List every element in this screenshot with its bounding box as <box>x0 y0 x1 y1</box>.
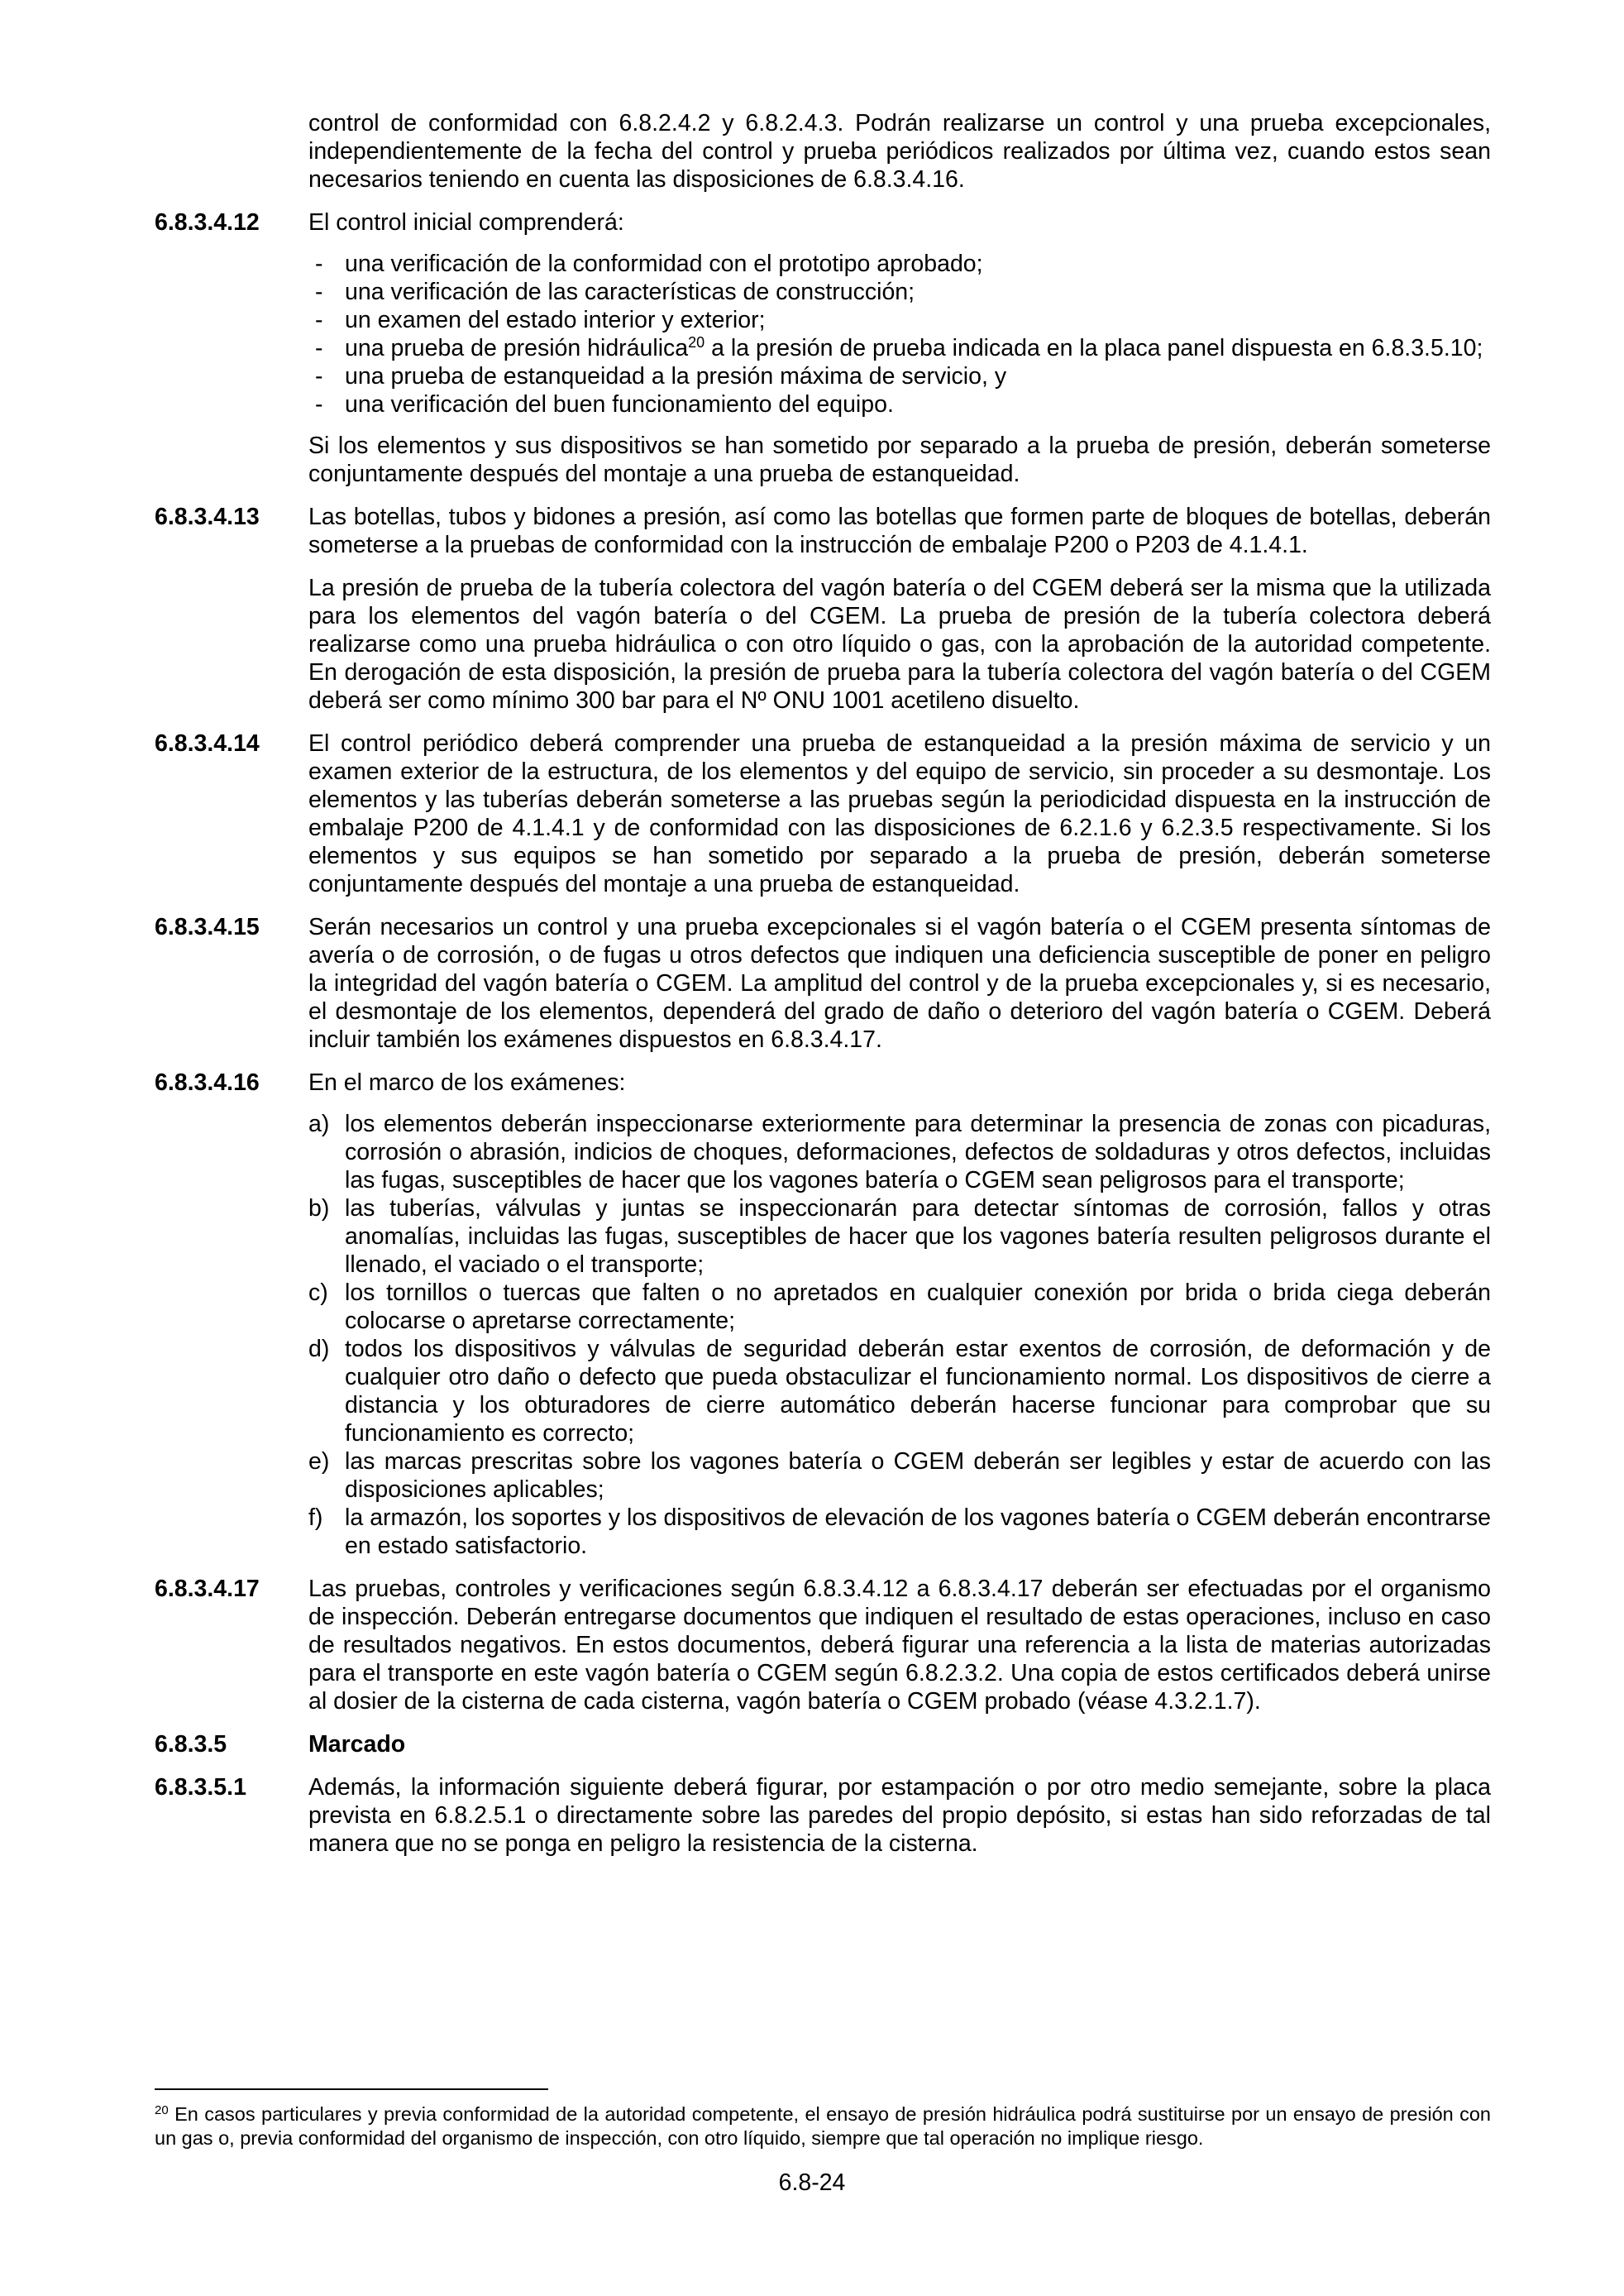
dash-list <box>308 250 1491 419</box>
section-number: 6.8.3.4.14 <box>155 730 260 757</box>
list-item: - una verificación del buen funcionamiento del equipo. <box>315 391 894 418</box>
item-label: f) <box>308 1504 323 1531</box>
section-paragraph: Las pruebas, controles y verificaciones según 6.8.3.4.12 a 6.8.3.4.17 deberán ser efectuadas por el organismo de inspección. Deberán entregarse documentos que indiquen el resultado de estas operaciones, incluso en caso de resultados negativos. En estos documentos, deberá figurar una referencia a la lista de materias autorizadas para el transporte en este vagón batería o CGEM según 6.8.2.3.2. Una copia de estos certificados deberá unirse al dosier de la cisterna de cada cisterna, vagón batería o CGEM probado (véase 4.3.2.1.7). <box>308 1576 1491 1715</box>
document-body <box>155 109 1491 1858</box>
footnote-text: En casos particulares y previa conformidad de la autoridad competente, el ensayo de presión hidráulica podrá sustituirse por un ensayo de presión con un gas o, previa conformidad del organismo de inspección, con otro líquido, siempre que tal operación no implique riesgo. <box>155 2103 1491 2149</box>
section-number: 6.8.3.4.15 <box>155 914 260 940</box>
item-label: a) <box>308 1111 330 1137</box>
item-label: c) <box>308 1280 328 1306</box>
section-number: 6.8.3.4.13 <box>155 504 260 530</box>
section-lead: En el marco de los exámenes: <box>308 1069 626 1096</box>
section-6-8-3-4-12 <box>155 208 1491 488</box>
list-item: c) los tornillos o tuercas que falten o no apretados en cualquier conexión por brida o brida ciega deberán colocarse o apretarse correctamente; <box>308 1280 1491 1334</box>
section-6-8-3-4-17 <box>155 1575 1491 1715</box>
section-6-8-3-5 <box>155 1730 1491 1758</box>
list-item: f) la armazón, los soportes y los dispositivos de elevación de los vagones batería o CGEM deberán encontrarse en estado satisfactorio. <box>308 1504 1491 1559</box>
footnote-number: 20 <box>155 2103 169 2117</box>
section-6-8-3-4-15 <box>155 913 1491 1054</box>
dash-marker: - <box>315 391 323 418</box>
list-item: - una prueba de estanqueidad a la presión máxima de servicio, y <box>315 363 1007 390</box>
section-paragraph: Las botellas, tubos y bidones a presión, así como las botellas que formen parte de bloques de botellas, deberán someterse a la pruebas de conformidad con la instrucción de embalaje P200 o P203 de 4.1.4.1. <box>308 504 1491 558</box>
lettered-list <box>308 1110 1491 1560</box>
section-6-8-3-4-13 <box>155 503 1491 715</box>
section-6-8-3-4-14 <box>155 729 1491 898</box>
section-number: 6.8.3.5 <box>155 1731 227 1758</box>
section-paragraph: Serán necesarios un control y una prueba excepcionales si el vagón batería o el CGEM presenta síntomas de avería o de corrosión, o de fugas u otros defectos que indiquen una deficiencia susceptible de poner en peligro la integridad del vagón batería o CGEM. La amplitud del control y de la prueba excepcionales y, si es necesario, el desmontaje de los elementos, dependerá del grado de daño o deterioro del vagón batería o CGEM. Deberá incluir también los exámenes dispuestos en 6.8.3.4.17. <box>308 914 1491 1053</box>
dash-marker: - <box>315 251 323 277</box>
section-number: 6.8.3.5.1 <box>155 1774 246 1801</box>
list-item: b) las tuberías, válvulas y juntas se inspeccionarán para detectar síntomas de corrosión, fallos y otras anomalías, incluidas las fugas, susceptibles de hacer que los vagones batería resulten peligrosos durante el llenado, el vaciado o el transporte; <box>308 1195 1491 1278</box>
dash-marker: - <box>315 363 323 390</box>
intro-paragraph: control de conformidad con 6.8.2.4.2 y 6.8.2.4.3. Podrán realizarse un control y una prueba excepcionales, independientemente de la fecha del control y prueba periódicos realizados por última vez, cuando estos sean necesarios teniendo en cuenta las disposiciones de 6.8.3.4.16. <box>308 110 1491 193</box>
item-label: b) <box>308 1195 330 1222</box>
section-lead: El control inicial comprenderá: <box>308 209 624 236</box>
list-item: a) los elementos deberán inspeccionarse exteriormente para determinar la presencia de zonas con picaduras, corrosión o abrasión, indicios de choques, deformaciones, defectos de soldaduras y otros defectos, incluidas las fugas, susceptibles de hacer que los vagones batería o CGEM sean peligrosos para el transporte; <box>308 1111 1491 1193</box>
dash-marker: - <box>315 335 323 361</box>
dash-marker: - <box>315 279 323 305</box>
section-number: 6.8.3.4.17 <box>155 1576 260 1602</box>
section-number: 6.8.3.4.16 <box>155 1069 260 1096</box>
item-label: d) <box>308 1336 330 1362</box>
list-item: d) todos los dispositivos y válvulas de seguridad deberán estar exentos de corrosión, de deformación y de cualquier otro daño o defecto que pueda obstaculizar el funcionamiento normal. Los dispositivos de cierre a distancia y los obturadores de cierre automático deberán hacerse funcionar para comprobar que su funcionamiento es correcto; <box>308 1336 1491 1447</box>
list-item: - una prueba de presión hidráulica$^{20}$ a la presión de prueba indicada en la placa panel dispuesta en 6.8.3.5.10; <box>315 334 1483 361</box>
dash-marker: - <box>315 307 323 333</box>
section-closing: Si los elementos y sus dispositivos se han sometido por separado a la prueba de presión, deberán someterse conjuntamente después del montaje a una prueba de estanqueidad. <box>308 433 1491 487</box>
page-number: 6.8-24 <box>778 2169 846 2196</box>
list-item: - una verificación de las características de construcción; <box>315 279 915 305</box>
section-number: 6.8.3.4.12 <box>155 209 260 236</box>
list-item: e) las marcas prescritas sobre los vagones batería o CGEM deberán ser legibles y estar de acuerdo con las disposiciones aplicables; <box>308 1448 1491 1503</box>
section-paragraph: La presión de prueba de la tubería colectora del vagón batería o del CGEM deberá ser la misma que la utilizada para los elementos del vagón batería o del CGEM. La prueba de presión de la tubería colectora deberá realizarse como una prueba hidráulica o con otro líquido o gas, con la aprobación de la autoridad competente. En derogación de esta disposición, la presión de prueba para la tubería colectora del vagón batería o del CGEM deberá ser como mínimo 300 bar para el Nº ONU 1001 acetileno disuelto. <box>308 575 1491 714</box>
section-6-8-3-4-16 <box>155 1069 1491 1560</box>
footnote-reference[interactable]: 20 <box>688 334 705 351</box>
section-paragraph: Además, la información siguiente deberá figurar, por estampación o por otro medio semejante, sobre la placa prevista en 6.8.2.5.1 o directamente sobre las paredes del propio depósito, si estas han sido reforzadas de tal manera que no se ponga en peligro la resistencia de la cisterna. <box>308 1774 1491 1857</box>
section-paragraph: El control periódico deberá comprender una prueba de estanqueidad a la presión máxima de servicio y un examen exterior de la estructura, de los elementos y del equipo de servicio, sin proceder a su desmontaje. Los elementos y las tuberías deberán someterse a las pruebas según la periodicidad dispuesta en la instrucción de embalaje P200 de 4.1.4.1 y de conformidad con las disposiciones de 6.2.1.6 y 6.2.3.5 respectivamente. Si los elementos y sus equipos se han sometido por separado a la prueba de presión, deberán someterse conjuntamente después del montaje a una prueba de estanqueidad. <box>308 730 1491 897</box>
item-label: e) <box>308 1448 330 1475</box>
footnote-separator <box>155 2088 548 2090</box>
section-heading: Marcado <box>308 1731 406 1758</box>
section-6-8-3-5-1 <box>155 1773 1491 1858</box>
footnote <box>155 2102 1491 2150</box>
list-item: - una verificación de la conformidad con el prototipo aprobado; <box>315 251 983 277</box>
list-item: - un examen del estado interior y exterior; <box>315 307 766 333</box>
